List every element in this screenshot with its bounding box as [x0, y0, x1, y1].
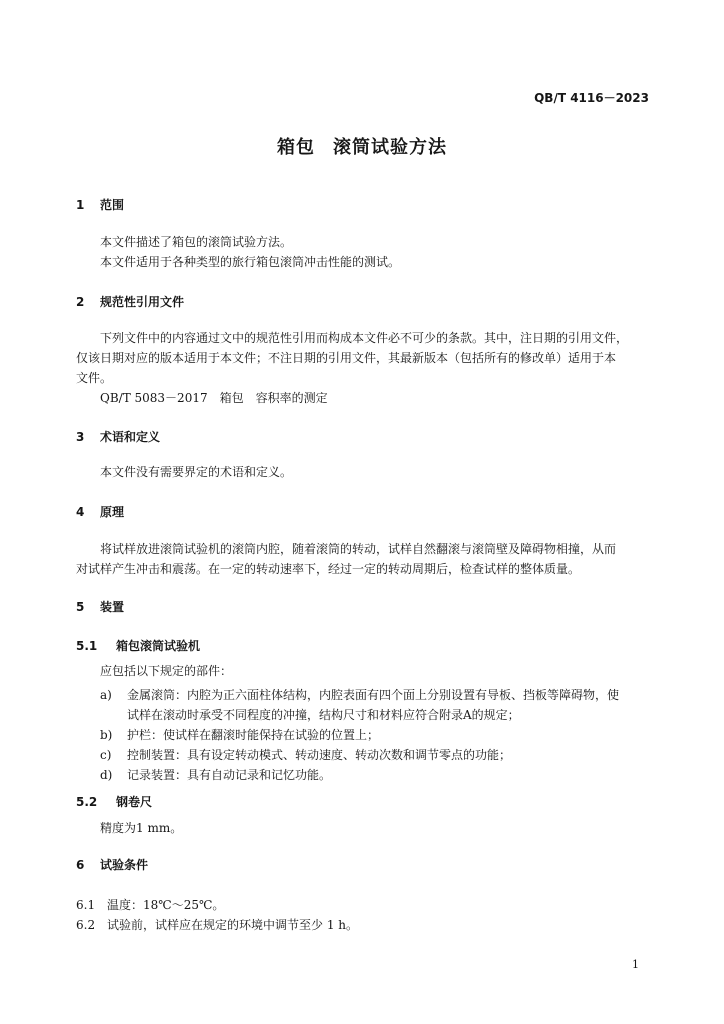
subsection-title: 箱包滚筒试验机: [116, 639, 201, 653]
s3-paragraph-1: 本文件没有需要界定的术语和定义。: [100, 465, 293, 479]
condition-text: 温度：18℃～25℃。: [107, 898, 225, 912]
section-number: 2: [76, 295, 85, 309]
section-title: 试验条件: [100, 858, 149, 872]
subsection-number: 5.1: [76, 639, 98, 653]
page-number: 1: [632, 958, 639, 971]
list-text: 金属滚筒：内腔为正六面柱体结构，内腔表面有四个面上分别设置有导板、挡板等障碍物，使: [127, 688, 620, 702]
s51-intro: 应包括以下规定的部件：: [100, 664, 233, 678]
s4-paragraph-line-1: 将试样放进滚筒试验机的滚筒内腔，随着滚筒的转动，试样自然翻滚与滚筒壁及障碍物相撞，从而: [100, 542, 617, 556]
list-item-b: [100, 726, 379, 743]
subsection-number: 5.2: [76, 795, 98, 809]
section-number: 5: [76, 600, 85, 614]
list-text: 记录装置：具有自动记录和记忆功能。: [127, 768, 332, 782]
s1-paragraph-1: 本文件描述了箱包的滚筒试验方法。: [100, 235, 293, 249]
section-4-heading: [76, 503, 124, 520]
subsection-5-1-heading: [76, 637, 200, 654]
list-item-a: [100, 686, 619, 703]
s1-paragraph-2: 本文件适用于各种类型的旅行箱包滚筒冲击性能的测试。: [100, 255, 401, 269]
section-number: 1: [76, 198, 85, 212]
section-3-heading: [76, 428, 160, 445]
condition-number: 6.2: [76, 918, 96, 932]
section-2-heading: [76, 293, 184, 310]
section-5-heading: [76, 598, 124, 615]
list-item-d: [100, 766, 331, 783]
list-text: 控制装置：具有设定转动模式、转动速度、转动次数和调节零点的功能；: [127, 748, 512, 762]
list-text: 护栏：使试样在翻滚时能保持在试验的位置上；: [127, 728, 380, 742]
section-number: 4: [76, 505, 85, 519]
section-number: 6: [76, 858, 85, 872]
subsection-5-2-heading: [76, 793, 152, 810]
condition-6-2: [76, 916, 358, 933]
s2-paragraph-line-3: 文件。: [76, 371, 113, 385]
condition-text: 试验前，试样应在规定的环境中调节至少 1 h。: [107, 918, 358, 932]
s4-paragraph-line-2: 对试样产生冲击和震荡。在一定的转动速率下，经过一定的转动周期后，检查试样的整体质量。: [76, 562, 581, 576]
condition-6-1: [76, 896, 224, 913]
section-title: 范围: [100, 198, 125, 212]
s52-paragraph: 精度为1 mm。: [100, 821, 183, 835]
title-part-2: 滚筒试验方法: [333, 137, 447, 158]
list-item-c: [100, 746, 511, 763]
section-1-heading: [76, 196, 124, 213]
subsection-title: 钢卷尺: [116, 795, 153, 809]
section-number: 3: [76, 430, 85, 444]
list-label: b): [100, 728, 113, 742]
section-title: 装置: [100, 600, 125, 614]
s2-paragraph-line-2: 仅该日期对应的版本适用于本文件；不注日期的引用文件，其最新版本（包括所有的修改单）适用于本: [76, 351, 617, 365]
section-title: 术语和定义: [100, 430, 161, 444]
condition-number: 6.1: [76, 898, 96, 912]
list-item-a-continued: 试样在滚动时承受不同程度的冲撞，结构尺寸和材料应符合附录A的规定；: [127, 708, 520, 722]
list-label: c): [100, 748, 112, 762]
title-part-1: 箱包: [277, 137, 315, 158]
page-title: [0, 133, 724, 159]
s2-paragraph-line-1: 下列文件中的内容通过文中的规范性引用而构成本文件必不可少的条款。其中，注日期的引用文件，: [100, 331, 629, 345]
section-6-heading: [76, 856, 148, 873]
list-label: d): [100, 768, 113, 782]
list-label: a): [100, 688, 112, 702]
normative-reference: QB/T 5083－2017 箱包 容积率的测定: [100, 391, 328, 405]
section-title: 原理: [100, 505, 125, 519]
section-title: 规范性引用文件: [100, 295, 185, 309]
document-number: QB/T 4116－2023: [534, 91, 649, 105]
